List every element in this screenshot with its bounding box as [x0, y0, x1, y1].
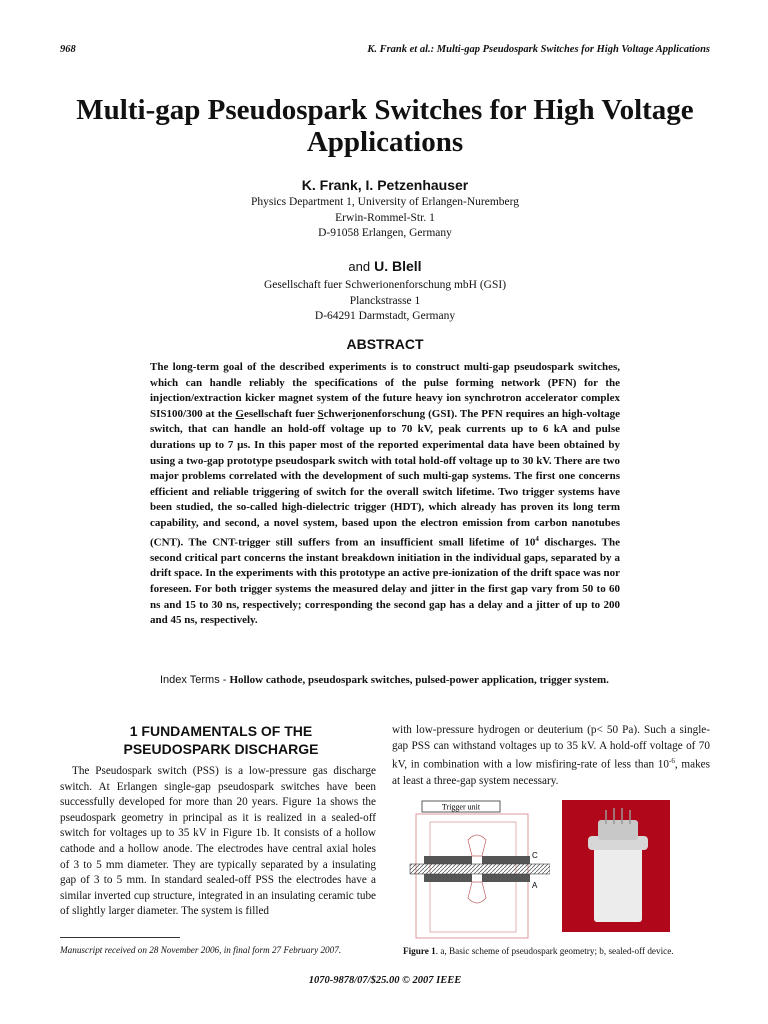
- author-names-1: K. Frank, I. Petzenhauser: [301, 177, 469, 193]
- section-heading-line-1: 1 FUNDAMENTALS OF THE: [129, 723, 313, 739]
- index-terms: [150, 673, 620, 689]
- body-text-left: The Pseudospark switch (PSS) is a low-pressure gas discharge switch. At Erlangen single-gap pseudospark switches have been successfully developed for more than 20 years. Figure 1a shows the pseudospark geometry in principal as it is realized in a sealed-off switch for voltages up to 35 kV in Figure 1b. It consists of a hollow cathode and a hollow anode. The electrodes have central axial holes of 3 to 5 mm diameter. They are typically separated by a insulating gap of 3 to 5 mm. In standard sealed-off PSS the electrodes have a similar inverted cup structure, integrated in an insulating ceramic tube of slightly larger diameter. The system is filled: [60, 765, 376, 918]
- affiliation-line: Planckstrasse 1: [349, 294, 421, 307]
- index-terms-list: Hollow cathode, pseudospark switches, pulsed-power application, trigger system.: [229, 674, 609, 686]
- figure-caption-text: . a, Basic scheme of pseudospark geometry; b, sealed-off device.: [435, 946, 674, 956]
- title-line-1: Multi-gap Pseudospark Switches for High Voltage: [76, 94, 694, 126]
- body-exponent: -6: [669, 757, 675, 766]
- affiliation-line: Gesellschaft fuer Schwerionenforschung mbH (GSI): [263, 279, 507, 291]
- device-photo-drawing: [562, 800, 670, 932]
- abstract-part: esellschaft fuer: [243, 407, 318, 420]
- abstract-part: discharges. The second critical part concerns the instant breakdown initiation in the individual gaps, separated by a drift space. In the experiments with this prototype an active pre-ionization of the drift space was nor foreseen. For both trigger systems the measured delay and jitter in the first gap vary from 50 to 60 ns and 15 to 30 ns, respectively; corresponding the second gap has a delay and a jitter of up to 200 and 45 ns, respectively.: [150, 536, 620, 627]
- affiliation-line: Erwin-Rommel-Str. 1: [335, 211, 435, 224]
- abstract-underline: G: [235, 407, 244, 420]
- abstract-text: [150, 360, 620, 629]
- author-block-1: [60, 177, 710, 242]
- author-names-2: U. Blell: [374, 258, 422, 274]
- anode-plate-right: [482, 874, 530, 882]
- footnote: Manuscript received on 28 November 2006, in final form 27 February 2007.: [60, 945, 342, 955]
- affiliation-line: D-91058 Erlangen, Germany: [318, 227, 452, 239]
- insulator-hatch: [410, 864, 550, 874]
- cathode-plate-left: [424, 856, 472, 864]
- hollow-anode: [468, 882, 486, 903]
- author-block-2: [60, 258, 710, 325]
- label-c: C: [532, 851, 538, 860]
- abstract-part: The long-term goal of the described experiments is to construct multi-gap pseudospark switches, which can handle reliably the specifications of the pulse forming network (PFN) for the injection/extraction kicker magnet system of the future heavy ion synchrotron accelerator complex SIS100/300 at the: [150, 361, 620, 420]
- and-word: and: [348, 259, 371, 274]
- footnote-rule: [60, 937, 180, 938]
- index-terms-label: Index Terms -: [160, 674, 230, 686]
- figure-1a-schematic: [408, 800, 550, 940]
- affiliation-1: [60, 195, 710, 242]
- cathode-plate-right: [482, 856, 530, 864]
- title-line-2: Applications: [306, 126, 464, 158]
- author-line-2: [60, 258, 710, 276]
- affiliation-2: [60, 278, 710, 325]
- hollow-cathode: [468, 835, 486, 856]
- section-heading-line-2: PSEUDOSPARK DISCHARGE: [123, 741, 319, 757]
- section-heading: [60, 722, 382, 758]
- abstract-part: onenforschung (GSI). The PFN requires an high-voltage switch, that can handle an hold-off voltage up to 70 kV, peak currents up to 6 kA and pulse durations up to 7 µs. In this paper most of the reported experimental data have been obtained by using a two-gap prototype pseudospark switch with total hold-off voltage up to 30 kV. There are two major problems correlated with the development of such multi-gap systems. The first one concerns efficient and reliable triggering of switch for the overall switch lifetime. Two trigger systems have been studied, the so-called high-dielectric trigger (HDT), which already has proven its long term capability, and second, a novel system, based upon the electron emission from carbon nanotubes (CNT). The CNT-trigger still suffers from an insufficient small lifetime of 10: [150, 407, 620, 549]
- trigger-unit-label: Trigger unit: [441, 802, 481, 812]
- abstract-underline: i: [352, 407, 356, 420]
- affiliation-line: Physics Department 1, University of Erlangen-Nuremberg: [250, 196, 520, 208]
- label-a: A: [532, 881, 538, 890]
- figure-caption-label: Figure 1: [403, 946, 436, 956]
- running-title: K. Frank et al.: Multi-gap Pseudospark Switches for High Voltage Applications: [367, 44, 710, 55]
- body-part: , makes at least a three-gap system necessary.: [392, 758, 710, 787]
- body-text-right: [392, 723, 710, 789]
- figure-1b-photo: [562, 800, 670, 932]
- anode-plate-left: [424, 874, 472, 882]
- body-part: with low-pressure hydrogen or deuterium (p< 50 Pa). Such a single-gap PSS can withstand voltages up to 35 kV. A hold-off voltage of 70 kV, in combination with a low misfiring-rate of less than 10: [392, 724, 710, 771]
- schematic-drawing: [408, 800, 550, 940]
- abstract-heading: ABSTRACT: [346, 336, 424, 352]
- abstract-part: chwer: [323, 407, 353, 420]
- abstract-exponent: 4: [535, 534, 539, 543]
- paper-title: [60, 94, 710, 158]
- figure-caption: [403, 945, 713, 957]
- page-number: 968: [60, 44, 76, 55]
- abstract-underline: S: [317, 407, 324, 420]
- affiliation-line: D-64291 Darmstadt, Germany: [314, 310, 456, 322]
- page-footer: 1070-9878/07/$25.00 © 2007 IEEE: [308, 975, 462, 986]
